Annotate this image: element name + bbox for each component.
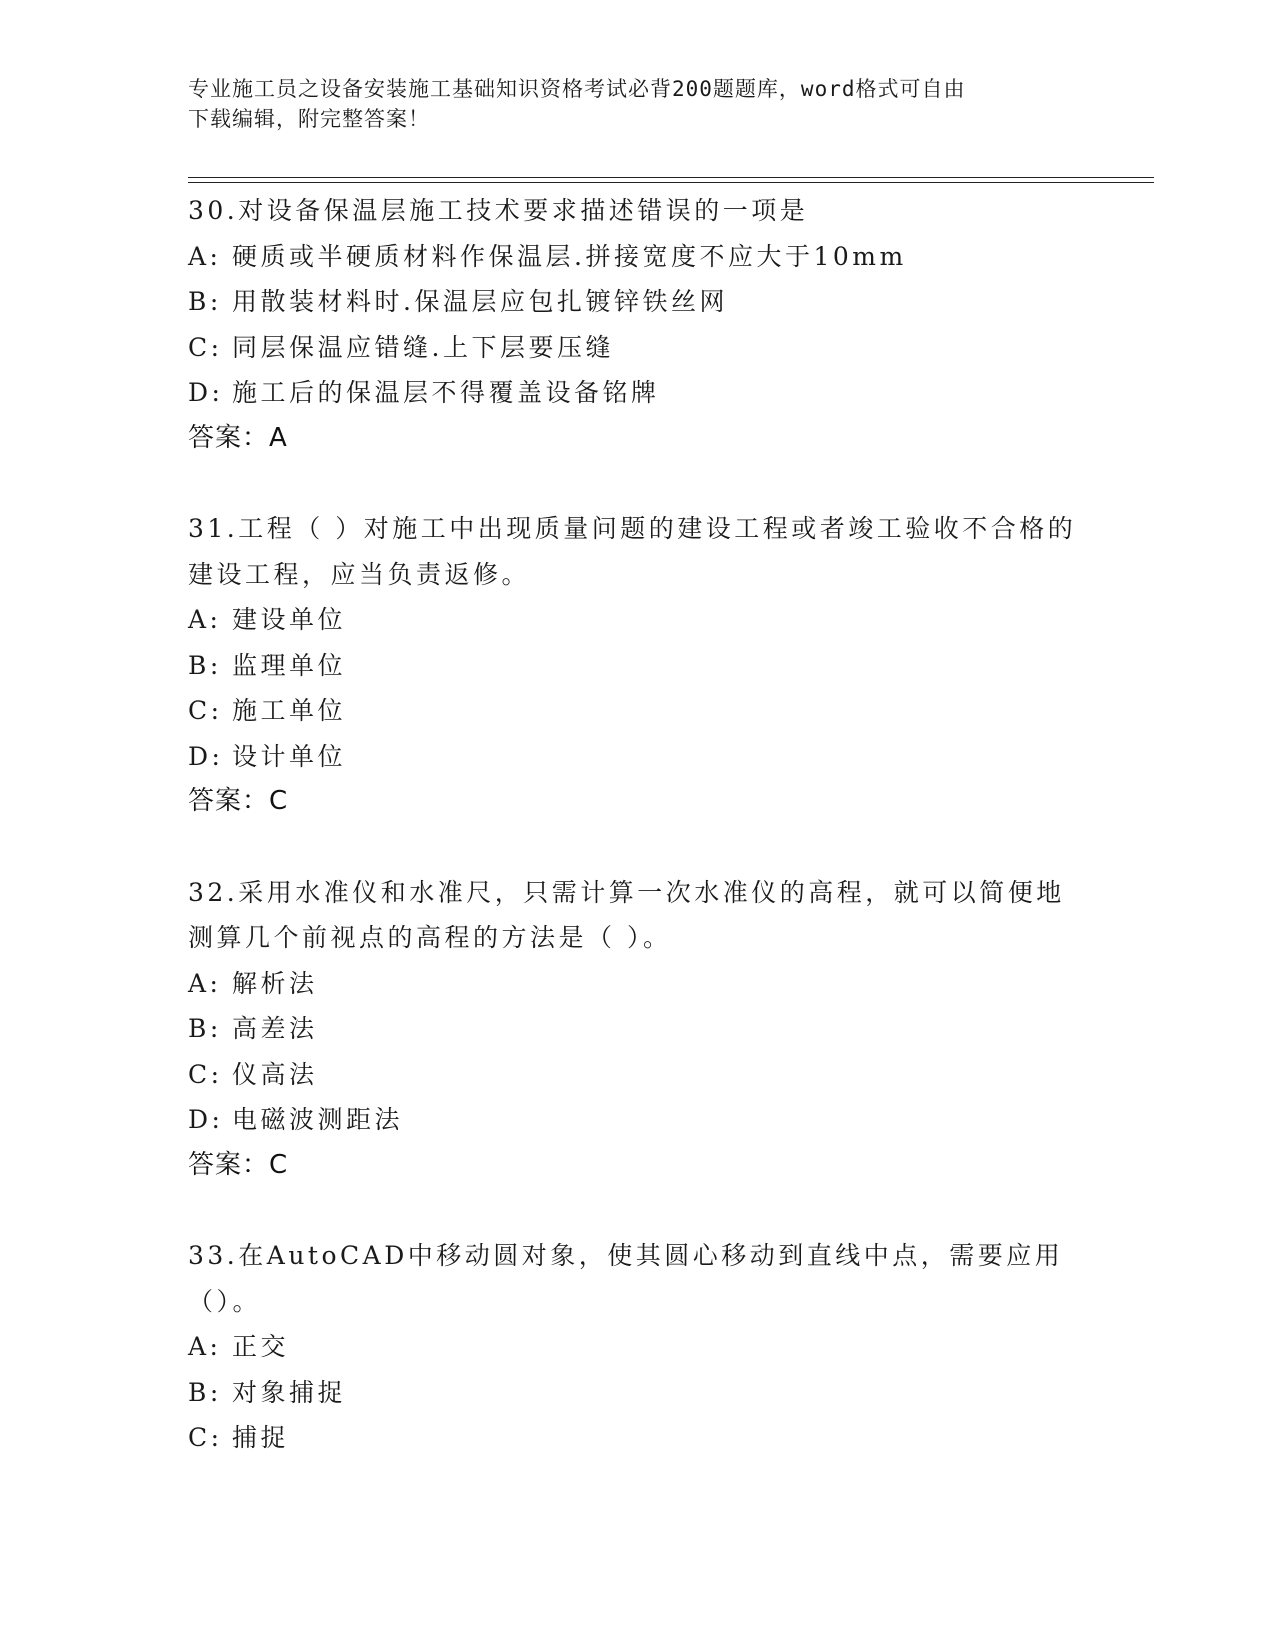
- question-33: [188, 1233, 1088, 1461]
- option-c: [188, 1052, 1088, 1098]
- option-a: [188, 234, 1088, 280]
- option-a: [188, 597, 1088, 643]
- answer-line: 答案：C: [188, 1149, 289, 1180]
- header-line-2: 下载编辑，附完整答案！: [188, 107, 430, 131]
- header-divider-bottom: [188, 182, 1154, 183]
- option-key: B:: [188, 1014, 222, 1043]
- document-header: [188, 74, 1068, 134]
- option-text: 电磁波测距法: [232, 1105, 404, 1134]
- option-c: [188, 1415, 1088, 1461]
- question-stem: 33.在AutoCAD中移动圆对象，使其圆心移动到直线中点，需要应用（）。: [188, 1241, 1064, 1316]
- option-b: [188, 1006, 1088, 1052]
- option-text: 对象捕捉: [232, 1377, 347, 1407]
- option-key: A:: [188, 1332, 222, 1361]
- option-text: 施工单位: [232, 696, 347, 725]
- option-key: C:: [188, 332, 223, 362]
- option-b: [188, 1370, 1088, 1416]
- option-key: B:: [188, 1377, 222, 1407]
- option-text: 施工后的保温层不得覆盖设备铭牌: [232, 378, 660, 407]
- question-30: [188, 188, 1088, 461]
- option-b: [188, 643, 1088, 689]
- option-key: B:: [188, 650, 222, 680]
- option-key: A:: [188, 968, 222, 998]
- answer-line: 答案：A: [188, 422, 288, 453]
- question-31: [188, 506, 1088, 825]
- option-key: C:: [188, 696, 223, 725]
- option-text: 用散装材料时.保温层应包扎镀锌铁丝网: [232, 287, 728, 316]
- option-key: A:: [188, 605, 222, 634]
- option-b: [188, 279, 1088, 325]
- question-stem: 32.采用水准仪和水准尺，只需计算一次水准仪的高程，就可以简便地测算几个前视点的高程的方法是（ ）。: [188, 877, 1065, 952]
- option-text: 设计单位: [232, 741, 347, 771]
- option-a: [188, 961, 1088, 1007]
- option-key: D:: [188, 378, 224, 407]
- option-text: 仪高法: [232, 1059, 318, 1089]
- question-32: [188, 870, 1088, 1189]
- option-key: C:: [188, 1059, 223, 1089]
- option-text: 同层保温应错缝.上下层要压缝: [232, 332, 614, 362]
- option-d: [188, 734, 1088, 780]
- option-text: 捕捉: [232, 1423, 290, 1452]
- option-key: B:: [188, 287, 222, 316]
- option-key: C:: [188, 1423, 223, 1452]
- option-c: [188, 688, 1088, 734]
- header-divider-top: [188, 177, 1154, 178]
- option-a: [188, 1324, 1088, 1370]
- header-line-1: 专业施工员之设备安装施工基础知识资格考试必背200题题库，word格式可自由: [188, 77, 966, 101]
- question-stem: 30.对设备保温层施工技术要求描述错误的一项是: [188, 196, 809, 225]
- option-text: 高差法: [232, 1014, 318, 1043]
- option-key: A:: [188, 241, 222, 271]
- option-text: 正交: [232, 1332, 290, 1361]
- option-text: 建设单位: [232, 605, 347, 634]
- question-stem: 31.工程（ ）对施工中出现质量问题的建设工程或者竣工验收不合格的建设工程，应当负责返修。: [188, 514, 1077, 589]
- option-text: 监理单位: [232, 650, 347, 680]
- option-d: [188, 370, 1088, 416]
- option-key: D:: [188, 1105, 224, 1134]
- option-key: D:: [188, 741, 224, 771]
- question-list: [188, 188, 1088, 1506]
- option-d: [188, 1097, 1088, 1143]
- answer-line: 答案：C: [188, 786, 289, 816]
- option-text: 解析法: [232, 968, 318, 998]
- option-text: 硬质或半硬质材料作保温层.拼接宽度不应大于10mm: [232, 241, 907, 271]
- option-c: [188, 325, 1088, 371]
